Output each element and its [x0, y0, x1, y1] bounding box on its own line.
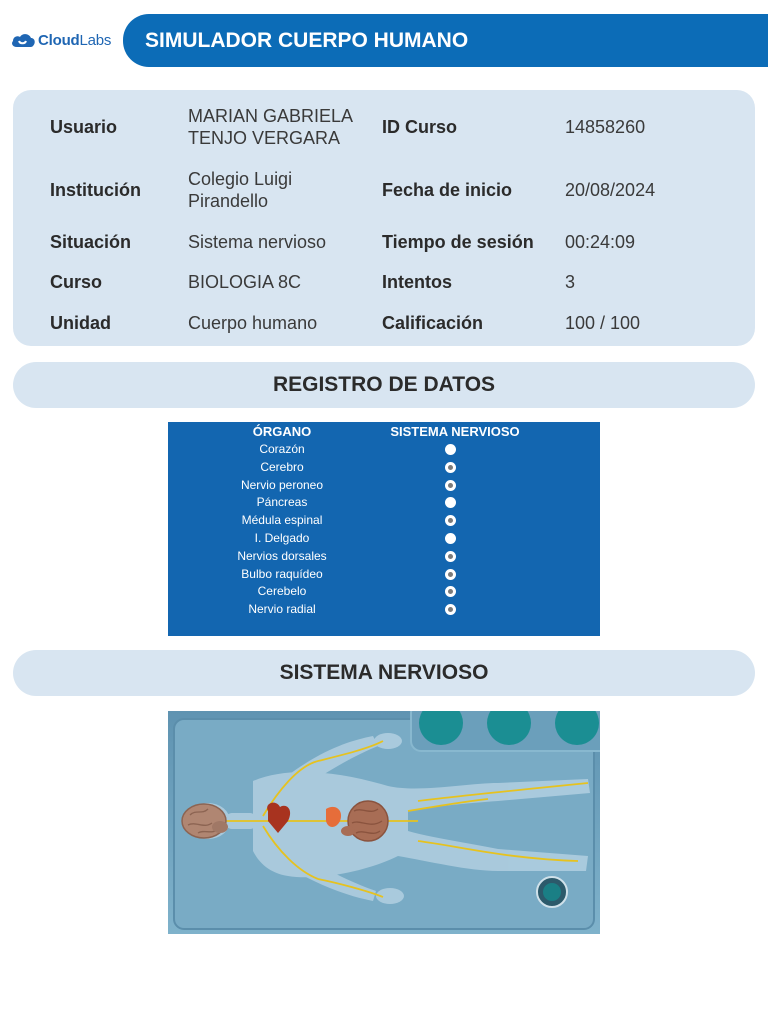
attempts-label: Intentos [382, 272, 452, 292]
unit-value: Cuerpo humano [188, 313, 318, 333]
institution-value: Colegio Luigi Pirandello [188, 169, 293, 211]
logo-text: CloudLabs [38, 31, 112, 49]
start-date-value: 20/08/2024 [565, 180, 656, 200]
organ-row-label: Nervio peroneo [240, 477, 324, 492]
organ-row-label: Nervio radial [248, 602, 316, 617]
organ-column-header: ÓRGANO [252, 424, 312, 439]
user-value: MARIAN GABRIELA TENJO VERGARA [188, 106, 354, 148]
unit-label: Unidad [50, 313, 111, 333]
course-value: BIOLOGIA 8C [188, 272, 302, 292]
organ-data-table [168, 422, 600, 636]
registro-title: REGISTRO DE DATOS [272, 373, 496, 396]
grade-label: Calificación [382, 313, 484, 333]
nervous-system-radio[interactable] [445, 551, 456, 562]
registro-section-header [13, 362, 755, 408]
course-id-label: ID Curso [382, 117, 458, 137]
cloudlabs-logo [10, 28, 111, 52]
organ-row-label: Páncreas [256, 495, 308, 510]
sistema-section-header [13, 650, 755, 696]
start-date-label: Fecha de inicio [382, 180, 513, 200]
nervous-system-radio[interactable] [445, 604, 456, 615]
situation-value: Sistema nervioso [188, 232, 327, 252]
organ-row-label: Bulbo raquídeo [241, 566, 323, 581]
nervous-system-radio[interactable] [445, 533, 456, 544]
nervous-system-illustration [168, 711, 600, 934]
grade-value: 100 / 100 [565, 313, 641, 333]
organ-row-label: Cerebelo [257, 584, 307, 599]
session-time-label: Tiempo de sesión [382, 232, 534, 252]
session-info-card [13, 90, 755, 346]
page-title: SIMULADOR CUERPO HUMANO [145, 28, 469, 52]
nervous-system-radio[interactable] [445, 462, 456, 473]
nervous-system-radio[interactable] [445, 480, 456, 491]
session-time-value: 00:24:09 [565, 232, 636, 252]
cloud-logo-icon [10, 30, 36, 50]
nervous-system-radio[interactable] [445, 569, 456, 580]
body-simulator-view[interactable] [168, 711, 600, 934]
organ-row-label: Corazón [259, 442, 305, 456]
attempts-value: 3 [565, 272, 576, 292]
nervous-system-radio[interactable] [445, 586, 456, 597]
organ-row-label: Médula espinal [241, 513, 323, 528]
institution-label: Institución [50, 180, 141, 200]
organ-row-label: I. Delgado [254, 531, 310, 545]
course-id-value: 14858260 [565, 117, 646, 137]
nervous-system-radio[interactable] [445, 515, 456, 526]
nervous-system-radio[interactable] [445, 444, 456, 455]
organ-row-label: Nervios dorsales [237, 548, 327, 563]
situation-label: Situación [50, 232, 132, 252]
nervous-system-radio[interactable] [445, 497, 456, 508]
user-label: Usuario [50, 117, 118, 137]
organ-row-label: Cerebro [260, 459, 304, 474]
sistema-title: SISTEMA NERVIOSO [279, 661, 489, 684]
course-label: Curso [50, 272, 103, 292]
system-column-header: SISTEMA NERVIOSO [390, 424, 520, 439]
header-bar [123, 14, 768, 67]
